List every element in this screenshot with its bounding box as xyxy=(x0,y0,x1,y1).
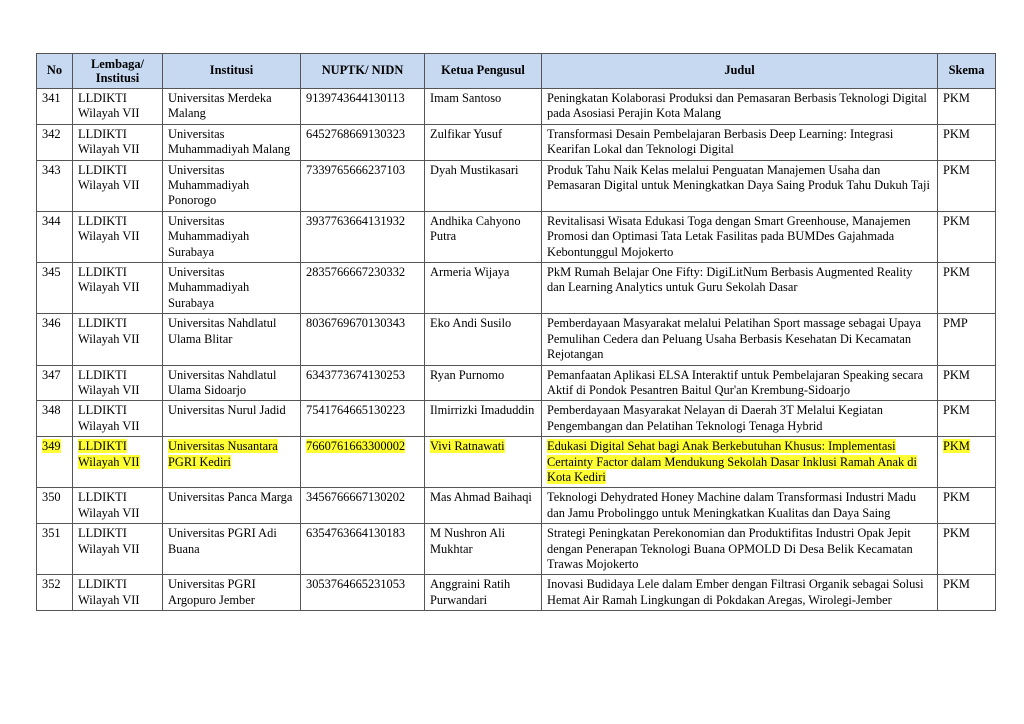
cell-ketua-text: M Nushron Ali Mukhtar xyxy=(430,526,506,556)
cell-institusi-text: Universitas Nurul Jadid xyxy=(168,403,286,418)
cell-nidn xyxy=(301,314,425,365)
cell-no xyxy=(37,89,73,125)
cell-no xyxy=(37,365,73,401)
table-row xyxy=(37,401,996,437)
cell-lembaga xyxy=(73,575,163,611)
cell-nidn xyxy=(301,365,425,401)
cell-nidn-text: 3053764665231053 xyxy=(306,577,406,592)
cell-skema xyxy=(938,124,996,160)
cell-nidn-text: 2835766667230332 xyxy=(306,265,406,280)
table-row xyxy=(37,524,996,575)
header-skema: Skema xyxy=(938,54,996,89)
cell-judul xyxy=(542,488,938,524)
cell-judul-text: PkM Rumah Belajar One Fifty: DigiLitNum Berbasis Augmented Reality dan Learning Analytics untuk Guru Sekolah Dasar xyxy=(547,265,913,295)
cell-judul xyxy=(542,401,938,437)
cell-skema xyxy=(938,263,996,314)
cell-lembaga xyxy=(73,263,163,314)
cell-no xyxy=(37,488,73,524)
cell-lembaga xyxy=(73,524,163,575)
cell-no-text: 342 xyxy=(42,126,61,141)
cell-ketua-text: Dyah Mustikasari xyxy=(430,162,519,177)
cell-no xyxy=(37,524,73,575)
cell-institusi xyxy=(163,314,301,365)
cell-ketua xyxy=(425,401,542,437)
cell-skema xyxy=(938,575,996,611)
cell-lembaga-text: LLDIKTI Wilayah VII xyxy=(78,162,140,193)
cell-ketua xyxy=(425,524,542,575)
cell-skema-text: PKM xyxy=(943,265,970,280)
header-judul: Judul xyxy=(542,54,938,89)
cell-judul-text: Edukasi Digital Sehat bagi Anak Berkebutuhan Khusus: Implementasi Certainty Factor dalam Mendukung Sekolah Dasar Inklusi Ramah Anak di Kota Kediri xyxy=(547,439,917,484)
cell-no-text: 348 xyxy=(42,403,61,418)
cell-institusi xyxy=(163,89,301,125)
cell-lembaga-text: LLDIKTI Wilayah VII xyxy=(78,367,140,397)
cell-institusi-text: Universitas Muhammadiyah Ponorogo xyxy=(168,162,250,208)
cell-nidn xyxy=(301,263,425,314)
cell-skema-text: PKM xyxy=(943,439,970,454)
cell-skema-text: PKM xyxy=(943,577,970,592)
cell-lembaga-text: LLDIKTI Wilayah VII xyxy=(78,403,140,433)
cell-ketua xyxy=(425,437,542,488)
cell-ketua xyxy=(425,488,542,524)
cell-skema xyxy=(938,160,996,211)
cell-lembaga xyxy=(73,89,163,125)
cell-lembaga-text: LLDIKTI Wilayah VII xyxy=(78,577,140,607)
cell-no xyxy=(37,314,73,365)
cell-no xyxy=(37,401,73,437)
cell-skema xyxy=(938,211,996,262)
cell-ketua-text: Zulfikar Yusuf xyxy=(430,126,503,141)
cell-institusi-text: Universitas PGRI Argopuro Jember xyxy=(168,577,256,607)
proposal-table xyxy=(36,53,996,611)
cell-lembaga xyxy=(73,314,163,365)
cell-nidn-text: 7339765666237103 xyxy=(306,162,406,177)
cell-judul-text: Inovasi Budidaya Lele dalam Ember dengan Filtrasi Organik sebagai Solusi Hemat Air Ramah Lingkungan di Pokdakan Aregas, Wirolegi-Jember xyxy=(547,577,924,607)
cell-nidn xyxy=(301,89,425,125)
cell-skema xyxy=(938,437,996,488)
cell-skema xyxy=(938,365,996,401)
cell-judul-text: Pemanfaatan Aplikasi ELSA Interaktif untuk Pembelajaran Speaking secara Aktif di Pondok Pesantren Baitul Qur'an Krembung-Sidoarjo xyxy=(547,367,924,397)
cell-judul-text: Strategi Peningkatan Perekonomian dan Produktifitas Industri Opak Jepit dengan Penerapan Teknologi Buana OPMOLD Di Desa Belik Kecamatan Trawas Mojokerto xyxy=(547,526,913,571)
cell-lembaga-text: LLDIKTI Wilayah VII xyxy=(78,91,140,121)
header-lembaga: Lembaga/ Institusi xyxy=(73,54,163,89)
cell-ketua xyxy=(425,160,542,211)
cell-skema-text: PKM xyxy=(943,126,970,141)
cell-skema-text: PKM xyxy=(943,91,970,105)
cell-nidn xyxy=(301,575,425,611)
cell-ketua-text: Ilmirrizki Imaduddin xyxy=(430,403,535,418)
cell-lembaga xyxy=(73,488,163,524)
cell-institusi-text: Universitas Muhammadiyah Surabaya xyxy=(168,265,250,310)
table-row xyxy=(37,488,996,524)
cell-judul-text: Pemberdayaan Masyarakat melalui Pelatihan Sport massage sebagai Upaya Pemulihan Cedera dan Peluang Usaha Berbasis Kesehatan Di Kecamatan Rejotangan xyxy=(547,316,921,362)
cell-institusi xyxy=(163,488,301,524)
cell-lembaga-text: LLDIKTI Wilayah VII xyxy=(78,526,140,556)
cell-institusi-text: Universitas Merdeka Malang xyxy=(168,91,272,121)
cell-institusi xyxy=(163,124,301,160)
cell-no-text: 341 xyxy=(42,91,61,105)
cell-judul xyxy=(542,524,938,575)
cell-skema xyxy=(938,524,996,575)
cell-institusi-text: Universitas Panca Marga xyxy=(168,490,293,505)
cell-ketua xyxy=(425,211,542,262)
cell-lembaga-text: LLDIKTI Wilayah VII xyxy=(78,439,140,469)
table-row xyxy=(37,314,996,365)
cell-judul-text: Transformasi Desain Pembelajaran Berbasis Deep Learning: Integrasi Kearifan Lokal dan Teknologi Digital xyxy=(547,126,894,157)
cell-lembaga xyxy=(73,211,163,262)
cell-institusi xyxy=(163,575,301,611)
cell-no xyxy=(37,575,73,611)
cell-ketua xyxy=(425,575,542,611)
cell-no xyxy=(37,124,73,160)
cell-ketua-text: Andhika Cahyono Putra xyxy=(430,213,521,244)
cell-nidn xyxy=(301,160,425,211)
cell-no xyxy=(37,437,73,488)
cell-judul xyxy=(542,314,938,365)
cell-nidn-text: 9139743644130113 xyxy=(306,91,405,105)
header-nidn: NUPTK/ NIDN xyxy=(301,54,425,89)
table-row xyxy=(37,124,996,160)
cell-nidn xyxy=(301,488,425,524)
cell-no-text: 345 xyxy=(42,265,61,280)
cell-ketua-text: Armeria Wijaya xyxy=(430,265,510,280)
table-row xyxy=(37,575,996,611)
cell-institusi xyxy=(163,524,301,575)
cell-ketua xyxy=(425,124,542,160)
cell-no-text: 351 xyxy=(42,526,61,541)
cell-judul xyxy=(542,437,938,488)
cell-no-text: 347 xyxy=(42,367,61,382)
cell-nidn xyxy=(301,211,425,262)
cell-no xyxy=(37,263,73,314)
table-row xyxy=(37,211,996,262)
cell-judul-text: Revitalisasi Wisata Edukasi Toga dengan Smart Greenhouse, Manajemen Promosi dan Optimasi Tata Letak Fasilitas pada BUMDes Gajahmada Kebontunggul Mojokerto xyxy=(547,213,911,259)
cell-institusi xyxy=(163,211,301,262)
cell-judul-text: Teknologi Dehydrated Honey Machine dalam Transformasi Industri Madu dan Jamu Probolinggo untuk Meningkatkan Kualitas dan Daya Saing xyxy=(547,490,917,520)
cell-judul-text: Peningkatan Kolaborasi Produksi dan Pemasaran Berbasis Teknologi Digital pada Asosiasi Perajin Kota Malang xyxy=(547,91,927,121)
cell-no-text: 352 xyxy=(42,577,61,592)
cell-skema-text: PKM xyxy=(943,526,970,541)
cell-nidn-text: 7541764665130223 xyxy=(306,403,406,418)
cell-nidn-text: 6343773674130253 xyxy=(306,367,406,382)
cell-institusi-text: Universitas Nusantara PGRI Kediri xyxy=(168,439,278,469)
cell-nidn-text: 3456766667130202 xyxy=(306,490,406,505)
cell-judul xyxy=(542,89,938,125)
cell-no-text: 349 xyxy=(42,439,61,454)
table-row xyxy=(37,160,996,211)
cell-nidn-text: 8036769670130343 xyxy=(306,316,406,331)
cell-nidn xyxy=(301,524,425,575)
cell-skema xyxy=(938,401,996,437)
cell-institusi xyxy=(163,401,301,437)
cell-skema-text: PKM xyxy=(943,367,970,382)
cell-skema xyxy=(938,314,996,365)
cell-skema-text: PKM xyxy=(943,490,970,505)
cell-skema-text: PKM xyxy=(943,403,970,418)
cell-skema xyxy=(938,488,996,524)
cell-skema-text: PKM xyxy=(943,213,970,228)
header-no: No xyxy=(37,54,73,89)
cell-lembaga-text: LLDIKTI Wilayah VII xyxy=(78,490,140,520)
cell-lembaga-text: LLDIKTI Wilayah VII xyxy=(78,316,140,346)
cell-ketua-text: Imam Santoso xyxy=(430,91,502,105)
cell-no-text: 350 xyxy=(42,490,61,505)
cell-no-text: 344 xyxy=(42,213,61,228)
cell-skema-text: PMP xyxy=(943,316,968,331)
cell-lembaga-text: LLDIKTI Wilayah VII xyxy=(78,265,140,295)
cell-judul xyxy=(542,124,938,160)
cell-judul xyxy=(542,211,938,262)
cell-nidn xyxy=(301,401,425,437)
cell-ketua-text: Vivi Ratnawati xyxy=(430,439,505,454)
cell-judul xyxy=(542,575,938,611)
cell-institusi-text: Universitas PGRI Adi Buana xyxy=(168,526,277,556)
cell-skema xyxy=(938,89,996,125)
cell-lembaga-text: LLDIKTI Wilayah VII xyxy=(78,126,140,157)
cell-nidn-text: 6354763664130183 xyxy=(306,526,406,541)
cell-ketua xyxy=(425,263,542,314)
cell-institusi xyxy=(163,437,301,488)
cell-nidn-text: 6452768669130323 xyxy=(306,126,406,141)
header-ketua: Ketua Pengusul xyxy=(425,54,542,89)
cell-institusi xyxy=(163,263,301,314)
cell-judul xyxy=(542,160,938,211)
cell-nidn-text: 7660761663300002 xyxy=(306,439,406,454)
cell-ketua-text: Ryan Purnomo xyxy=(430,367,505,382)
cell-institusi xyxy=(163,160,301,211)
cell-lembaga-text: LLDIKTI Wilayah VII xyxy=(78,213,140,244)
cell-institusi-text: Universitas Nahdlatul Ulama Sidoarjo xyxy=(168,367,277,397)
table-row xyxy=(37,263,996,314)
cell-judul-text: Pemberdayaan Masyarakat Nelayan di Daerah 3T Melalui Kegiatan Pengembangan dan Pelatihan Teknologi Tenaga Hybrid xyxy=(547,403,883,433)
cell-ketua xyxy=(425,314,542,365)
cell-lembaga xyxy=(73,124,163,160)
cell-nidn xyxy=(301,437,425,488)
cell-institusi-text: Universitas Muhammadiyah Malang xyxy=(168,126,291,157)
header-institusi: Institusi xyxy=(163,54,301,89)
cell-no-text: 346 xyxy=(42,316,61,331)
cell-lembaga xyxy=(73,365,163,401)
cell-ketua xyxy=(425,89,542,125)
cell-ketua-text: Eko Andi Susilo xyxy=(430,316,512,331)
cell-ketua xyxy=(425,365,542,401)
cell-judul xyxy=(542,263,938,314)
cell-judul-text: Produk Tahu Naik Kelas melalui Penguatan Manajemen Usaha dan Pemasaran Digital untuk Meningkatkan Daya Saing Produk Tahu Dukuh Taji xyxy=(547,162,930,193)
cell-institusi-text: Universitas Muhammadiyah Surabaya xyxy=(168,213,250,259)
cell-institusi xyxy=(163,365,301,401)
cell-ketua-text: Anggraini Ratih Purwandari xyxy=(430,577,511,607)
cell-nidn-text: 3937763664131932 xyxy=(306,213,406,228)
cell-skema-text: PKM xyxy=(943,162,970,177)
cell-nidn xyxy=(301,124,425,160)
cell-lembaga xyxy=(73,160,163,211)
cell-no xyxy=(37,160,73,211)
cell-judul xyxy=(542,365,938,401)
cell-no xyxy=(37,211,73,262)
table-row-highlighted xyxy=(37,437,996,488)
table-row xyxy=(37,89,996,125)
header-row xyxy=(37,54,996,89)
cell-institusi-text: Universitas Nahdlatul Ulama Blitar xyxy=(168,316,277,346)
cell-ketua-text: Mas Ahmad Baihaqi xyxy=(430,490,532,505)
table-row xyxy=(37,365,996,401)
cell-lembaga xyxy=(73,401,163,437)
cell-lembaga xyxy=(73,437,163,488)
cell-no-text: 343 xyxy=(42,162,61,177)
